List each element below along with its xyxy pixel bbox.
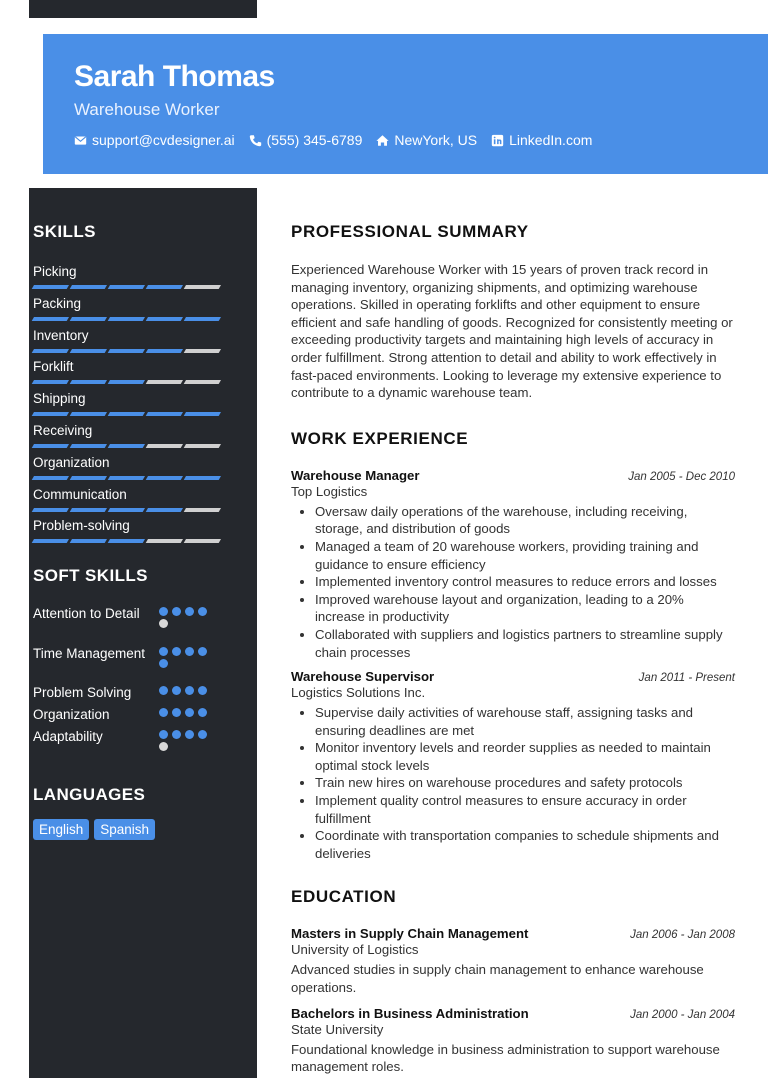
skill-level-segment bbox=[70, 285, 107, 289]
soft-skill-item bbox=[33, 706, 228, 728]
job-bullets bbox=[291, 503, 735, 661]
education-description: Foundational knowledge in business administration to support warehouse management roles. bbox=[291, 1041, 720, 1075]
job-entry bbox=[291, 669, 735, 862]
contact-linkedin-text: LinkedIn.com bbox=[509, 132, 593, 148]
skill-level-segment bbox=[108, 285, 145, 289]
education-entry bbox=[291, 926, 735, 996]
skill-level-segment bbox=[146, 444, 183, 448]
job-position: Warehouse Manager bbox=[291, 467, 420, 483]
rating-dot bbox=[198, 708, 207, 717]
skill-name: Communication bbox=[33, 486, 127, 502]
skill-name: Problem-solving bbox=[33, 518, 130, 534]
skill-level-segment bbox=[146, 508, 183, 512]
rating-dot bbox=[172, 730, 181, 739]
skill-level-segment bbox=[108, 444, 145, 448]
envelope-icon bbox=[74, 134, 87, 147]
education-description: Advanced studies in supply chain management to enhance warehouse operations. bbox=[291, 962, 704, 996]
rating-dot bbox=[185, 607, 194, 616]
education-dates: Jan 2000 - Jan 2004 bbox=[630, 1008, 735, 1021]
skill-level-segment bbox=[184, 317, 221, 321]
soft-skills-heading: SOFT SKILLS bbox=[33, 566, 148, 586]
rating-dot bbox=[172, 647, 181, 656]
header bbox=[43, 34, 768, 174]
rating-dot bbox=[172, 607, 181, 616]
job-entry bbox=[291, 468, 735, 661]
skill-level-segment bbox=[108, 476, 145, 480]
skill-level-segment bbox=[146, 476, 183, 480]
skill-item bbox=[33, 518, 228, 550]
job-bullet: • Collaborated with suppliers and logistics partners to streamline supply chain processes bbox=[315, 626, 735, 661]
skill-level-segment bbox=[108, 380, 145, 384]
skill-level-segment bbox=[70, 317, 107, 321]
contact-phone-text: (555) 345-6789 bbox=[266, 132, 363, 148]
skill-level-segment bbox=[32, 285, 69, 289]
education-school: State University bbox=[291, 1021, 384, 1037]
linkedin-icon bbox=[491, 134, 504, 147]
soft-skill-name: Adaptability bbox=[33, 729, 103, 745]
soft-skill-rating bbox=[159, 607, 219, 628]
rating-dot bbox=[198, 607, 207, 616]
rating-dot bbox=[159, 647, 168, 656]
education-entry bbox=[291, 1006, 735, 1076]
skill-level-bar bbox=[33, 317, 220, 321]
skill-level-segment bbox=[184, 539, 221, 543]
skill-level-segment bbox=[146, 539, 183, 543]
skill-level-segment bbox=[108, 539, 145, 543]
soft-skill-item bbox=[33, 645, 228, 684]
skill-item bbox=[33, 359, 228, 391]
rating-dot bbox=[159, 659, 168, 668]
skill-level-bar bbox=[33, 444, 220, 448]
contact-linkedin[interactable] bbox=[491, 132, 592, 148]
skill-level-segment bbox=[108, 349, 145, 353]
job-company: Logistics Solutions Inc. bbox=[291, 685, 426, 701]
skill-level-bar bbox=[33, 380, 220, 384]
skill-level-segment bbox=[32, 412, 69, 416]
skill-level-segment bbox=[70, 444, 107, 448]
skill-item bbox=[33, 391, 228, 423]
summary-heading: PROFESSIONAL SUMMARY bbox=[291, 222, 529, 241]
phone-icon bbox=[249, 134, 262, 147]
skill-item bbox=[33, 487, 228, 519]
education-header bbox=[291, 1006, 735, 1021]
candidate-name: Sarah Thomas bbox=[74, 60, 275, 93]
skill-level-segment bbox=[184, 508, 221, 512]
skill-name: Packing bbox=[33, 295, 82, 311]
skill-level-segment bbox=[146, 285, 183, 289]
soft-skill-item bbox=[33, 605, 228, 645]
rating-dot bbox=[185, 647, 194, 656]
job-bullet: • Implemented inventory control measures to reduce errors and losses bbox=[315, 573, 735, 591]
soft-skill-rating bbox=[159, 730, 219, 751]
summary-text: Experienced Warehouse Worker with 15 years of proven track record in managing inventory, organizing shipments, and optimizing warehouse operations. Skilled in operating forklifts and other equipment to ensure efficient and safe handling of goods. Recognized for consistently meeting or exceeding productivity targets and maintaining high levels of accuracy in order fulfillment. Strong attention to detail and ability to work effectively in fast-paced environments. Looking to leverage my extensive experience to contribute to a dynamic warehouse team. bbox=[291, 262, 733, 401]
rating-dot bbox=[185, 730, 194, 739]
soft-skill-rating bbox=[159, 708, 219, 717]
main-column bbox=[291, 222, 735, 1076]
job-bullet: • Train new hires on warehouse procedures and safety protocols bbox=[315, 774, 735, 792]
soft-skill-name: Problem Solving bbox=[33, 685, 132, 701]
job-bullet: • Implement quality control measures to ensure accuracy in order fulfillment bbox=[315, 792, 735, 827]
skill-name: Shipping bbox=[33, 391, 86, 407]
skill-item bbox=[33, 423, 228, 455]
home-icon bbox=[376, 134, 389, 147]
education-header bbox=[291, 926, 735, 941]
skill-item bbox=[33, 455, 228, 487]
job-bullet: • Oversaw daily operations of the warehouse, including receiving, storage, and distribution of goods bbox=[315, 503, 735, 538]
skill-level-segment bbox=[32, 380, 69, 384]
soft-skill-name: Attention to Detail bbox=[33, 606, 140, 622]
rating-dot bbox=[198, 686, 207, 695]
skill-item bbox=[33, 264, 228, 296]
skill-level-segment bbox=[70, 412, 107, 416]
skill-level-segment bbox=[32, 508, 69, 512]
education-list bbox=[291, 926, 735, 1075]
soft-skill-item bbox=[33, 728, 228, 768]
job-header bbox=[291, 669, 735, 684]
skill-level-segment bbox=[70, 508, 107, 512]
languages-heading: LANGUAGES bbox=[33, 785, 146, 805]
skill-level-segment bbox=[70, 539, 107, 543]
skill-item bbox=[33, 296, 228, 328]
skill-level-segment bbox=[184, 412, 221, 416]
experience-list bbox=[291, 468, 735, 863]
education-heading: EDUCATION bbox=[291, 887, 397, 907]
education-school: University of Logistics bbox=[291, 942, 419, 958]
skill-level-segment bbox=[184, 444, 221, 448]
skill-level-segment bbox=[146, 380, 183, 384]
skill-level-bar bbox=[33, 285, 220, 289]
skill-level-bar bbox=[33, 508, 220, 512]
skill-level-segment bbox=[70, 380, 107, 384]
rating-dot bbox=[159, 708, 168, 717]
skill-level-segment bbox=[32, 476, 69, 480]
skill-level-bar bbox=[33, 476, 220, 480]
skill-level-bar bbox=[33, 349, 220, 353]
skill-level-bar bbox=[33, 539, 220, 543]
rating-dot bbox=[159, 686, 168, 695]
job-bullet: • Improved warehouse layout and organization, leading to a 20% increase in productivity bbox=[315, 591, 735, 626]
contact-email[interactable] bbox=[74, 132, 235, 148]
rating-dot bbox=[185, 686, 194, 695]
job-bullet: • Managed a team of 20 warehouse workers, providing training and guidance to ensure efficiency bbox=[315, 538, 735, 573]
job-position: Warehouse Supervisor bbox=[291, 669, 435, 685]
skill-level-segment bbox=[70, 476, 107, 480]
skill-level-segment bbox=[32, 444, 69, 448]
language-tag: English bbox=[33, 819, 89, 840]
soft-skill-name: Organization bbox=[33, 707, 110, 723]
rating-dot bbox=[172, 686, 181, 695]
rating-dot bbox=[159, 607, 168, 616]
skill-level-segment bbox=[32, 349, 69, 353]
soft-skills-list bbox=[33, 605, 228, 768]
job-bullet: • Coordinate with transportation companies to schedule shipments and deliveries bbox=[315, 827, 735, 862]
soft-skill-item bbox=[33, 684, 228, 706]
soft-skill-name: Time Management bbox=[33, 646, 146, 662]
languages-list bbox=[33, 819, 228, 840]
skill-name: Organization bbox=[33, 454, 110, 470]
rating-dot bbox=[159, 730, 168, 739]
rating-dot bbox=[198, 730, 207, 739]
skill-level-segment bbox=[108, 412, 145, 416]
contact-list bbox=[74, 132, 592, 148]
contact-location bbox=[376, 132, 477, 148]
education-dates: Jan 2006 - Jan 2008 bbox=[630, 929, 735, 942]
skills-heading: SKILLS bbox=[33, 222, 96, 241]
job-bullets bbox=[291, 704, 735, 862]
skill-item bbox=[33, 328, 228, 360]
skill-level-bar bbox=[33, 412, 220, 416]
skill-level-segment bbox=[146, 349, 183, 353]
job-header bbox=[291, 468, 735, 483]
job-title: Warehouse Worker bbox=[74, 100, 220, 119]
skill-level-segment bbox=[184, 349, 221, 353]
contact-location-text: NewYork, US bbox=[394, 132, 478, 148]
job-bullet: • Monitor inventory levels and reorder supplies as needed to maintain optimal stock levels bbox=[315, 739, 735, 774]
education-degree: Masters in Supply Chain Management bbox=[291, 926, 529, 942]
skill-level-segment bbox=[146, 317, 183, 321]
skill-level-segment bbox=[184, 476, 221, 480]
language-tag: Spanish bbox=[94, 819, 155, 840]
rating-dot bbox=[159, 619, 168, 628]
soft-skill-rating bbox=[159, 647, 219, 668]
skill-level-segment bbox=[108, 317, 145, 321]
left-column bbox=[33, 222, 228, 840]
experience-heading: WORK EXPERIENCE bbox=[291, 428, 469, 448]
rating-dot bbox=[198, 647, 207, 656]
job-company: Top Logistics bbox=[291, 483, 368, 499]
skill-name: Picking bbox=[33, 264, 77, 279]
skill-level-segment bbox=[146, 412, 183, 416]
job-dates: Jan 2011 - Present bbox=[638, 672, 735, 685]
skill-level-segment bbox=[184, 285, 221, 289]
contact-phone[interactable] bbox=[249, 132, 363, 148]
skill-level-segment bbox=[32, 539, 69, 543]
skill-level-segment bbox=[108, 508, 145, 512]
skill-level-segment bbox=[184, 380, 221, 384]
skills-list bbox=[33, 264, 228, 550]
skill-name: Receiving bbox=[33, 422, 93, 438]
skill-level-segment bbox=[70, 349, 107, 353]
rating-dot bbox=[172, 708, 181, 717]
skill-name: Forklift bbox=[33, 359, 74, 375]
job-dates: Jan 2005 - Dec 2010 bbox=[628, 470, 735, 483]
skill-level-segment bbox=[32, 317, 69, 321]
rating-dot bbox=[185, 708, 194, 717]
contact-email-text: support@cvdesigner.ai bbox=[92, 132, 235, 148]
job-bullet: • Supervise daily activities of warehouse staff, assigning tasks and ensuring deadlines are met bbox=[315, 704, 735, 739]
education-degree: Bachelors in Business Administration bbox=[291, 1005, 529, 1021]
soft-skill-rating bbox=[159, 686, 219, 695]
rating-dot bbox=[159, 742, 168, 751]
skill-name: Inventory bbox=[33, 327, 89, 343]
